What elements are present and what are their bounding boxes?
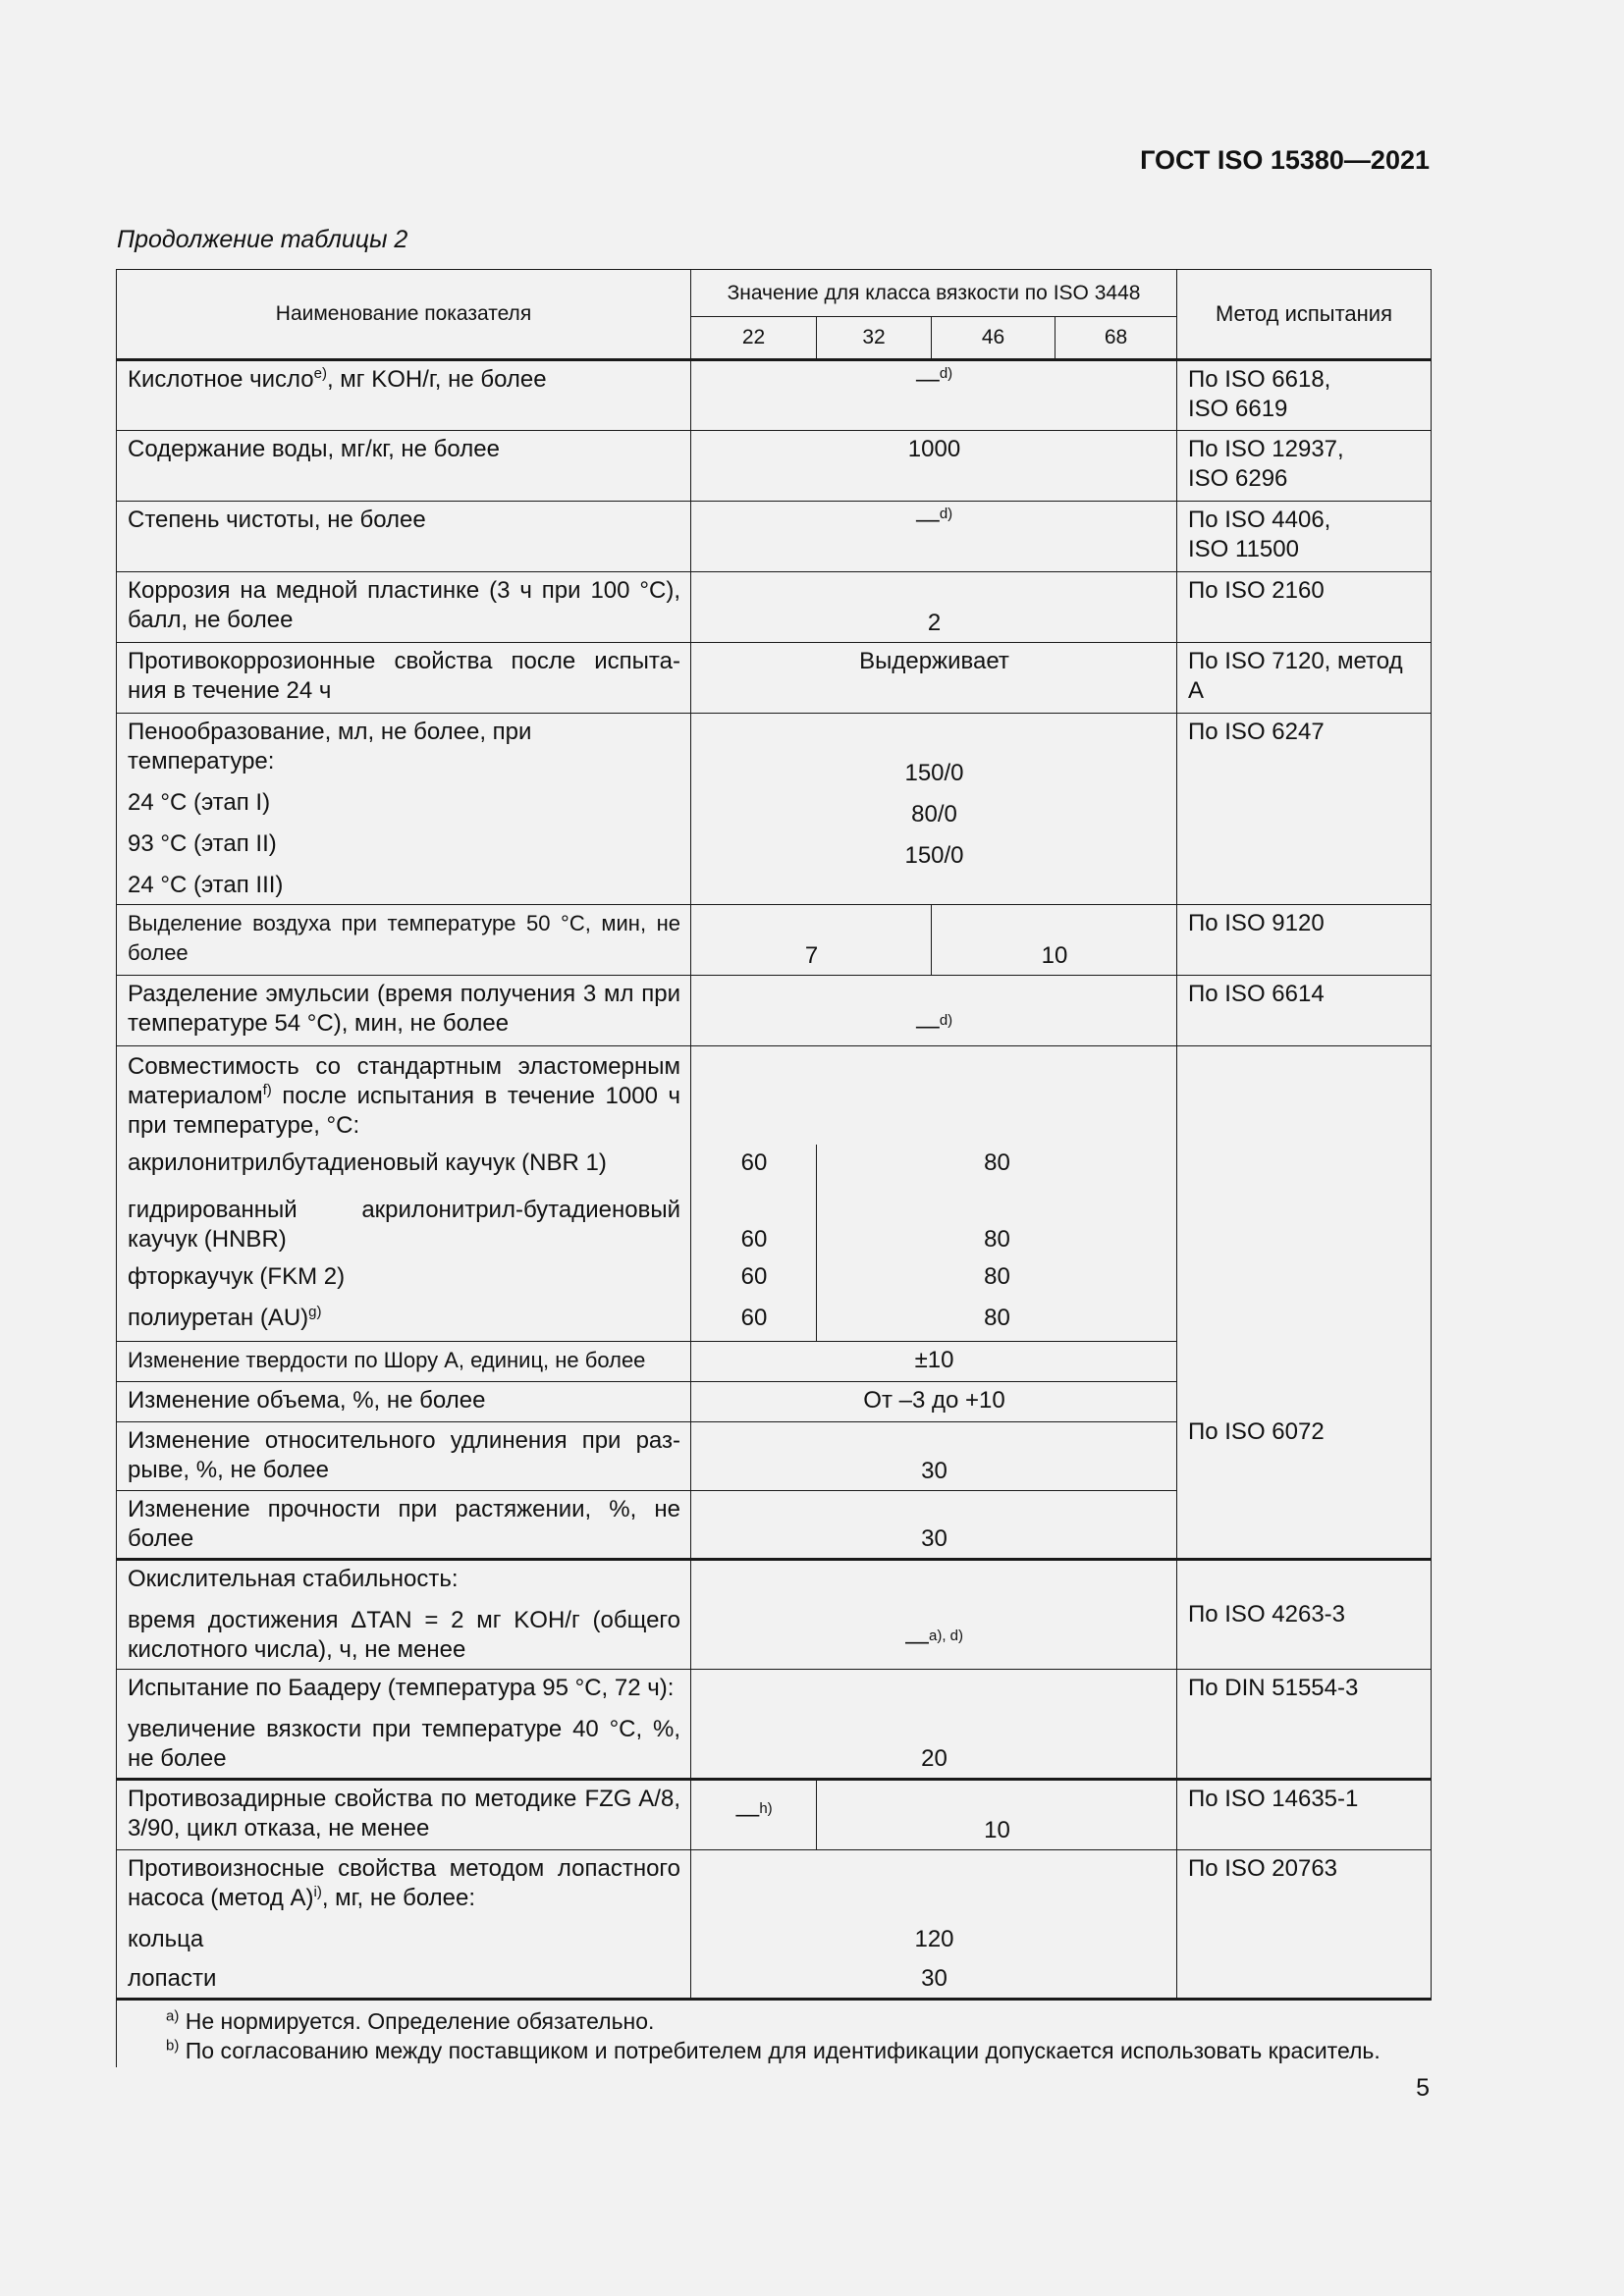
row-method: По ISO 6247 — [1177, 714, 1432, 905]
row-value — [691, 714, 1177, 905]
row-value: 20 — [691, 1669, 1177, 1779]
row-name: Коррозия на медной пластинке (3 ч при 100 °С), балл, не более — [117, 572, 691, 643]
oxidation-title: Окислительная стабильность: — [128, 1565, 459, 1592]
row-value-left: —$^{h)}$ — [691, 1779, 817, 1849]
elastomer-v2: 80 — [817, 1258, 1177, 1300]
elastomer-v1: 60 — [691, 1258, 817, 1300]
row-foaming — [117, 714, 1432, 905]
row-value: ±10 — [691, 1341, 1177, 1381]
row-name: Изменение объема, %, не более — [117, 1381, 691, 1421]
row-name: Степень чистоты, не более — [117, 502, 691, 572]
row-copper — [117, 572, 1432, 643]
row-elastomer-title — [117, 1046, 1432, 1146]
foaming-stage-3-value: 150/0 — [904, 842, 964, 869]
baader-sub: увеличение вязкости при температуре 40 °С, %, не более — [128, 1715, 680, 1772]
elastomer-label: фторкаучук (FKM 2) — [117, 1258, 691, 1300]
row-value: —$^{a), d)}$ — [691, 1559, 1177, 1669]
row-air-release — [117, 905, 1432, 976]
row-oxidation — [117, 1559, 1432, 1669]
foaming-stage-3-label: 24 °С (этап III) — [128, 872, 284, 898]
foaming-title: Пенообразование, мл, не более, при температуре: — [128, 719, 532, 774]
footnote-b: $^{b)}$ По согласованию между поставщиком и потребителем для идентификации допускается использовать краситель. — [166, 2036, 1380, 2063]
row-method: По ISO 2160 — [1177, 572, 1432, 643]
row-value: От –3 до +10 — [691, 1381, 1177, 1421]
row-fzg — [117, 1779, 1432, 1849]
vane-pump-item-2-value: 30 — [921, 1964, 947, 1992]
foaming-stage-2-label: 93 °С (этап II) — [128, 830, 277, 857]
row-value: Выдерживает — [691, 643, 1177, 714]
elastomer-v2: 80 — [817, 1300, 1177, 1341]
row-value: 2 — [691, 572, 1177, 643]
row-value: 30 — [691, 1490, 1177, 1559]
row-name: Совместимость со стандартным эластомерным материалом$^{f)}$ после испытания в течение 1000 ч при температуре, °С: — [117, 1046, 691, 1146]
row-value: —$^{d)}$ — [691, 976, 1177, 1046]
elastomer-v1: 60 — [691, 1300, 817, 1341]
class-32: 32 — [817, 317, 932, 360]
foaming-stage-1-value: 150/0 — [904, 760, 964, 786]
row-method: По ISO 20763 — [1177, 1849, 1432, 1999]
standard-id: ГОСТ ISO 15380—2021 — [1140, 145, 1430, 175]
row-name: Противокоррозионные свойства после испыта-ния в течение 24 ч — [117, 643, 691, 714]
row-name: Изменение относительного удлинения при раз-рыве, %, не более — [117, 1421, 691, 1490]
row-water — [117, 431, 1432, 502]
foaming-stage-1-label: 24 °С (этап I) — [128, 789, 271, 816]
row-name: Содержание воды, мг/кг, не более — [117, 431, 691, 502]
row-value-empty — [691, 1046, 1177, 1146]
class-46: 46 — [932, 317, 1056, 360]
elastomer-v2: 80 — [817, 1192, 1177, 1258]
spec-table-wrapper — [116, 269, 1431, 2067]
table-caption: Продолжение таблицы 2 — [117, 226, 408, 253]
elastomer-v1: 60 — [691, 1145, 817, 1192]
page-number: 5 — [1416, 2074, 1430, 2102]
vane-pump-item-2-label: лопасти — [128, 1964, 217, 1992]
row-name: Изменение твердости по Шору А, единиц, не более — [117, 1341, 691, 1381]
row-method: По ISO 6072 — [1177, 1046, 1432, 1560]
value-group-header: Значение для класса вязкости по ISO 3448 — [691, 270, 1177, 317]
elastomer-v2: 80 — [817, 1145, 1177, 1192]
row-method: По ISO 12937, ISO 6296 — [1177, 431, 1432, 502]
row-name: Выделение воздуха при температуре 50 °С, мин, не более — [117, 905, 691, 976]
row-method: По ISO 4406, ISO 11500 — [1177, 502, 1432, 572]
elastomer-label: полиуретан (AU)$^{g)}$ — [117, 1300, 691, 1341]
row-vane-pump — [117, 1849, 1432, 1999]
row-method: По DIN 51554-3 — [1177, 1669, 1432, 1779]
row-name — [117, 1669, 691, 1779]
row-value-left: 7 — [691, 905, 932, 976]
footnotes — [117, 1999, 1432, 2067]
row-method: По ISO 7120, метод А — [1177, 643, 1432, 714]
vane-pump-title: Противоизносные свойства методом лопастного насоса (метод А)$^{i)}$, мг, не более: — [128, 1854, 680, 1911]
row-method: По ISO 14635-1 — [1177, 1779, 1432, 1849]
elastomer-v1: 60 — [691, 1192, 817, 1258]
method-col-header: Метод испытания — [1177, 270, 1432, 360]
class-68: 68 — [1056, 317, 1177, 360]
row-value-right: 10 — [932, 905, 1177, 976]
vane-pump-item-1-value: 120 — [914, 1925, 954, 1952]
row-name: Противозадирные свойства по методике FZG A/8, 3/90, цикл отказа, не менее — [117, 1779, 691, 1849]
row-name: Изменение прочности при растяжении, %, не более — [117, 1490, 691, 1559]
row-name: Кислотное число$^{e)}$, мг KOH/г, не более — [117, 360, 691, 431]
row-anticorrosion — [117, 643, 1432, 714]
footnotes-row — [117, 1999, 1432, 2067]
row-method: По ISO 6614 — [1177, 976, 1432, 1046]
row-name — [117, 1849, 691, 1999]
elastomer-label: гидрированный акрилонитрил-бутадиеновый каучук (HNBR) — [117, 1192, 691, 1258]
row-acid-number — [117, 360, 1432, 431]
elastomer-label: акрилонитрилбутадиеновый каучук (NBR 1) — [117, 1145, 691, 1192]
row-value — [691, 1849, 1177, 1999]
baader-title: Испытание по Баадеру (температура 95 °С, 72 ч): — [128, 1674, 675, 1701]
row-name — [117, 714, 691, 905]
footnote-a: $^{a)}$ Не нормируется. Определение обязательно. — [166, 2006, 655, 2034]
row-method: По ISO 6618, ISO 6619 — [1177, 360, 1432, 431]
row-baader — [117, 1669, 1432, 1779]
class-22: 22 — [691, 317, 817, 360]
row-name — [117, 1559, 691, 1669]
row-name: Разделение эмульсии (время получения 3 мл при температуре 54 °С), мин, не более — [117, 976, 691, 1046]
row-emulsion — [117, 976, 1432, 1046]
row-value: —$^{d)}$ — [691, 360, 1177, 431]
row-value: 30 — [691, 1421, 1177, 1490]
row-value-right: 10 — [817, 1779, 1177, 1849]
row-value: —$^{d)}$ — [691, 502, 1177, 572]
row-purity — [117, 502, 1432, 572]
header-row-1 — [117, 270, 1432, 317]
oxidation-sub: время достижения ΔTAN = 2 мг KOH/г (общего кислотного числа), ч, не менее — [128, 1606, 680, 1663]
vane-pump-item-1-label: кольца — [128, 1925, 204, 1952]
row-method: По ISO 4263-3 — [1177, 1559, 1432, 1669]
spec-table — [116, 269, 1432, 2067]
foaming-stage-2-value: 80/0 — [911, 801, 957, 828]
row-value: 1000 — [691, 431, 1177, 502]
row-method: По ISO 9120 — [1177, 905, 1432, 976]
name-col-header: Наименование показателя — [117, 270, 691, 360]
